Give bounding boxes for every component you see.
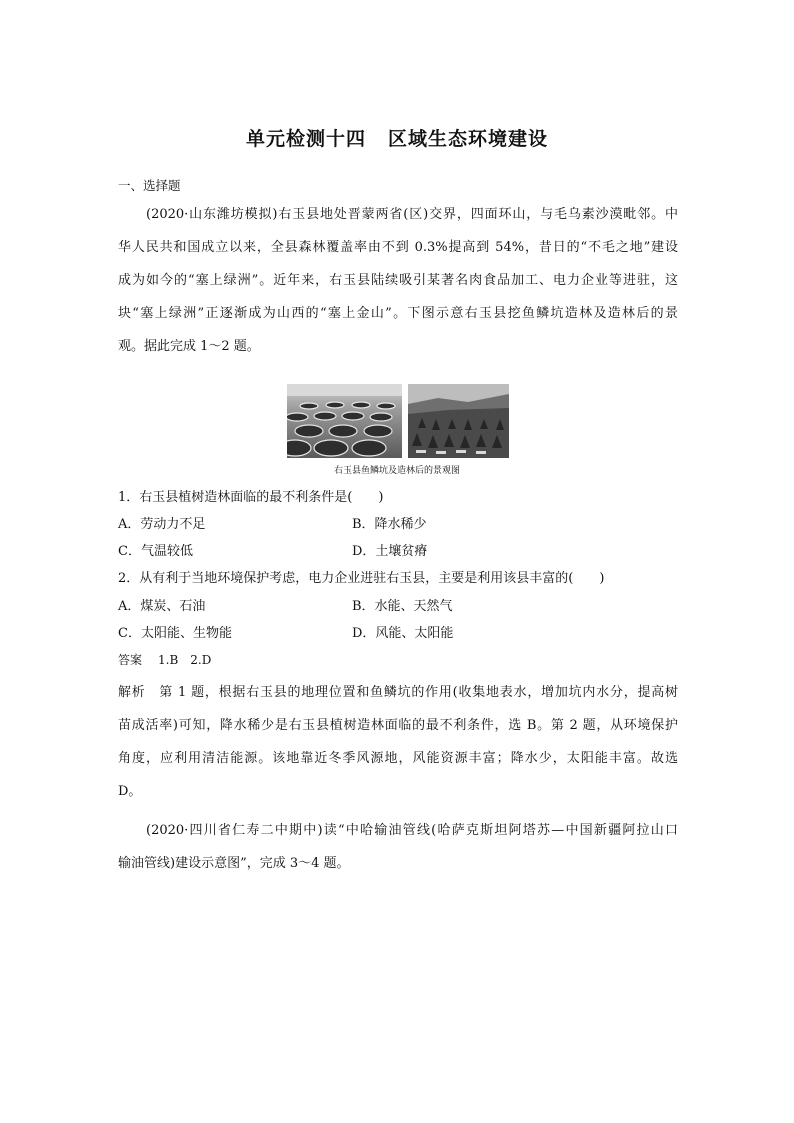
analysis-paragraph	[118, 680, 678, 812]
text-line: (2020·山东潍坊模拟)右玉县地处晋蒙两省(区)交界，四面环山，与毛乌素沙漠毗邻。中	[146, 207, 678, 222]
question-1-option-a: A．劳动力不足	[118, 517, 206, 532]
question-1-stem: 1．右玉县植树造林面临的最不利条件是( )	[118, 490, 384, 505]
text-line: D。	[118, 784, 142, 799]
answer-line	[118, 651, 211, 668]
answer-text: 1.B 2.D	[158, 653, 212, 667]
intro-paragraph-1	[118, 202, 678, 367]
text-line: 成为如今的“塞上绿洲”。近年来，右玉县陆续吸引某著名肉食品加工、电力企业等进驻，这	[118, 273, 678, 288]
text-line: (2020·四川省仁寿二中期中)读“中哈输油管线(哈萨克斯坦阿塔苏—中国新疆阿拉山口	[146, 823, 678, 838]
text-line: 华人民共和国成立以来，全县森林覆盖率由不到 0.3%提高到 54%，昔日的“不毛之地”建设	[118, 240, 678, 255]
page-title	[0, 124, 794, 151]
text-line: 苗成活率)可知，降水稀少是右玉县植树造林面临的最不利条件，选 B。第 2 题，从环境保护	[118, 718, 678, 733]
text-line: 角度，应利用清洁能源。该地靠近冬季风源地，风能资源丰富；降水少，太阳能丰富。故选	[118, 751, 678, 766]
text-line: 输油管线)建设示意图”，完成 3～4 题。	[118, 856, 350, 871]
figure-caption: 右玉县鱼鳞坑及造林后的景观图	[333, 466, 460, 476]
question-2-option-a: A．煤炭、石油	[118, 599, 206, 614]
question-1-option-c: C．气温较低	[118, 544, 193, 559]
question-2-option-d: D．风能、太阳能	[352, 626, 454, 641]
intro-paragraph-2	[118, 818, 678, 884]
title-part-1: 单元检测十四	[245, 128, 366, 150]
afforested-landscape-photo	[408, 384, 509, 458]
text-line: 观。据此完成 1～2 题。	[118, 339, 260, 354]
question-2-option-b: B．水能、天然气	[352, 599, 453, 614]
text-line: 块“塞上绿洲”正逐渐成为山西的“塞上金山”。下图示意右玉县挖鱼鳞坑造林及造林后的景	[118, 306, 678, 321]
question-2-stem: 2．从有利于当地环境保护考虑，电力企业进驻右玉县，主要是利用该县丰富的( )	[118, 571, 605, 586]
fish-scale-pits-photo	[287, 384, 402, 458]
question-1-option-d: D．土壤贫瘠	[352, 544, 428, 559]
section-heading: 一、选择题	[118, 178, 181, 193]
answer-label: 答案	[118, 653, 143, 667]
text-line: 解析 第 1 题，根据右玉县的地理位置和鱼鳞坑的作用(收集地表水，增加坑内水分，提高树	[118, 685, 678, 700]
question-1-option-b: B．降水稀少	[352, 517, 427, 532]
question-2-option-c: C．太阳能、生物能	[118, 626, 232, 641]
title-part-2: 区域生态环境建设	[388, 128, 549, 150]
